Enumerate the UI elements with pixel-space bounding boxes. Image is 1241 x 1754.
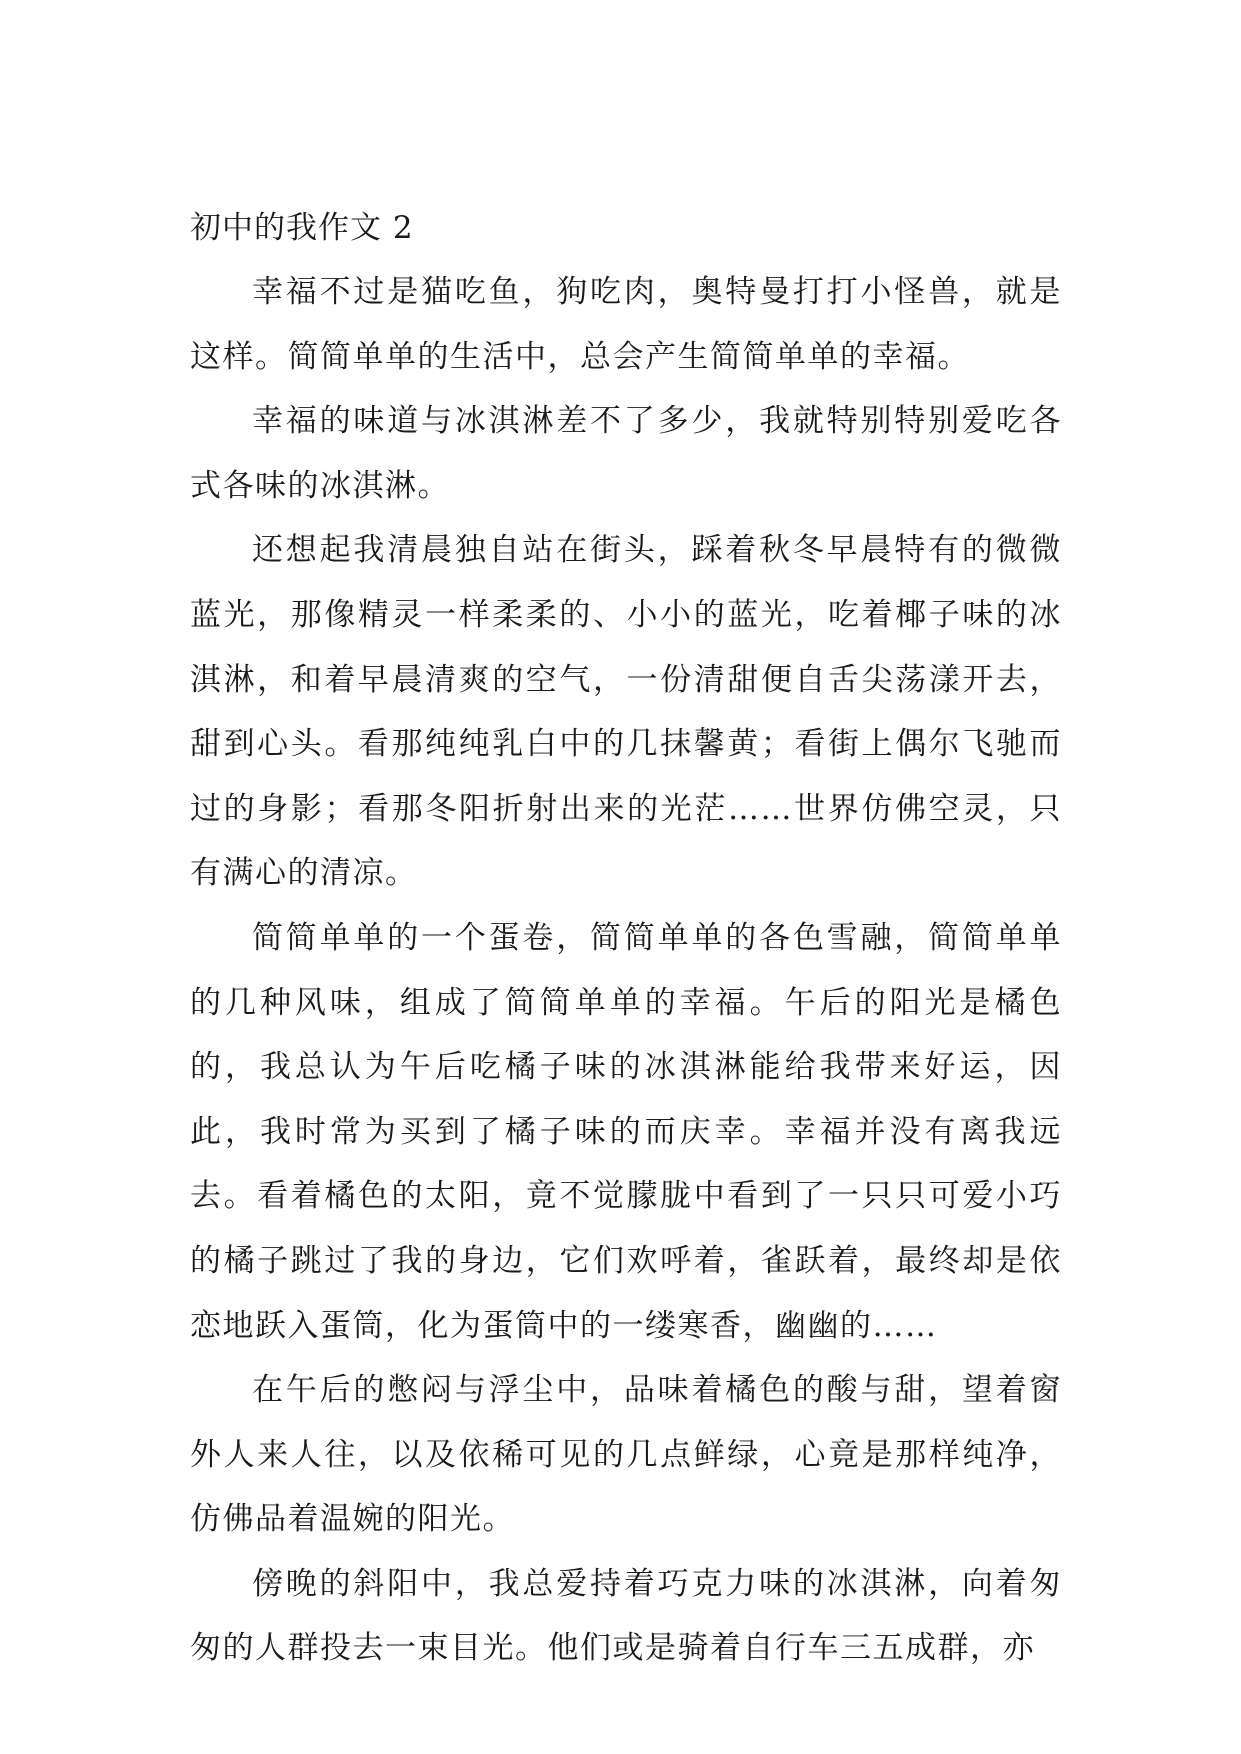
document-title: 初中的我作文 2 [190, 210, 414, 246]
paragraph: 傍晚的斜阳中，我总爱持着巧克力味的冰淇淋，向着匆匆的人群投去一束目光。他们或是骑着自行车三五成群，亦 [190, 1565, 1062, 1667]
paragraph: 幸福的味道与冰淇淋差不了多少，我就特别特别爱吃各式各味的冰淇淋。 [190, 403, 1062, 504]
paragraph: 还想起我清晨独自站在街头，踩着秋冬早晨特有的微微蓝光，那像精灵一样柔柔的、小小的蓝光，吃着椰子味的冰淇淋，和着早晨清爽的空气，一份清甜便自舌尖荡漾开去，甜到心头。看那纯纯乳白中的几抹馨黄；看街上偶尔飞驰而过的身影；看那冬阳折射出来的光茫……世界仿佛空灵，只有满心的清凉。 [190, 532, 1062, 892]
paragraph: 简简单单的一个蛋卷，简简单单的各色雪融，简简单单的几种风味，组成了简简单单的幸福。午后的阳光是橘色的，我总认为午后吃橘子味的冰淇淋能给我带来好运，因此，我时常为买到了橘子味的而庆幸。幸福并没有离我远去。看着橘色的太阳，竟不觉朦胧中看到了一只只可爱小巧的橘子跳过了我的身边，它们欢呼着，雀跃着，最终却是依恋地跃入蛋筒，化为蛋筒中的一缕寒香，幽幽的…… [190, 919, 1062, 1344]
paragraph: 在午后的憋闷与浮尘中，品味着橘色的酸与甜，望着窗外人来人往，以及依稀可见的几点鲜绿，心竟是那样纯净，仿佛品着温婉的阳光。 [190, 1372, 1062, 1538]
paragraph: 幸福不过是猫吃鱼，狗吃肉，奥特曼打打小怪兽，就是这样。简简单单的生活中，总会产生简简单单的幸福。 [190, 274, 1062, 375]
document-body [190, 196, 1062, 1681]
